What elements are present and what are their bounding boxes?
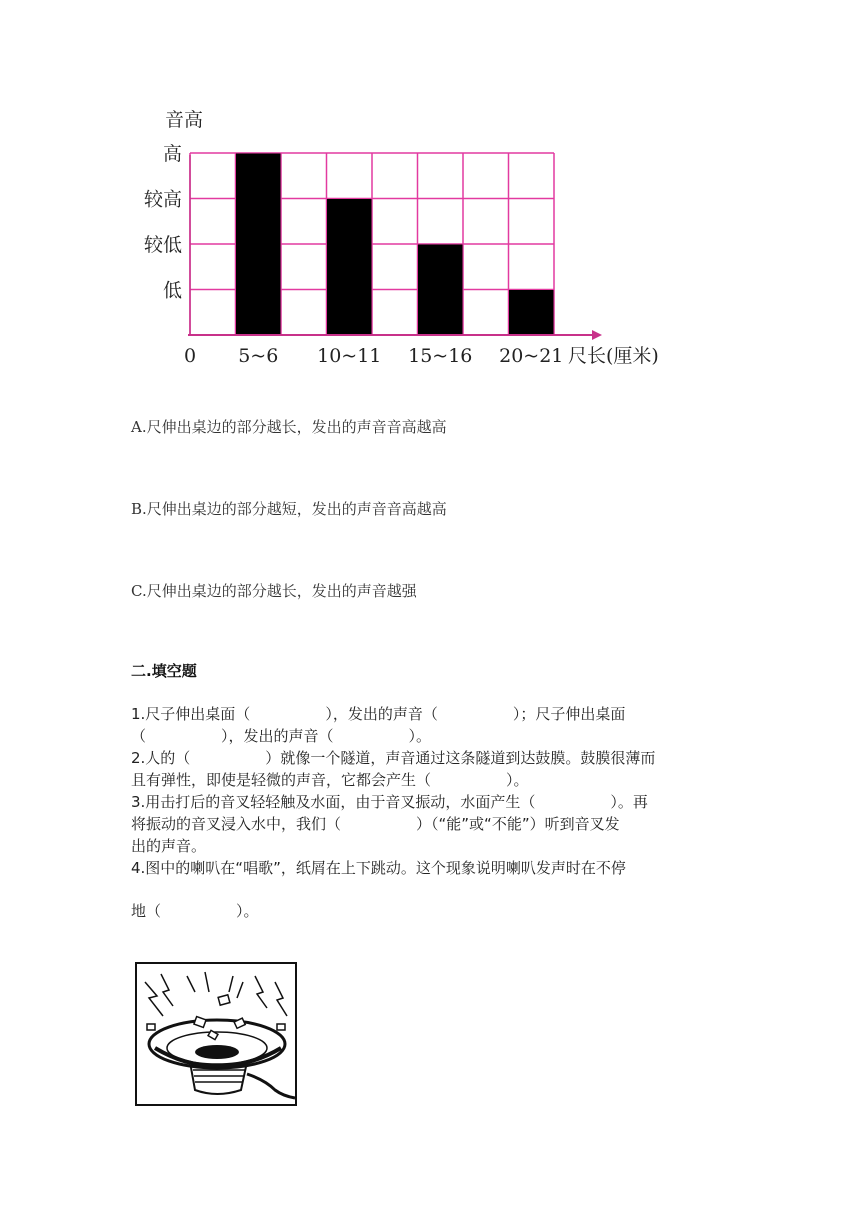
y-axis-title: 音高 — [165, 109, 204, 131]
y-tick-label: 低 — [162, 279, 182, 302]
question-3-line-2: 将振动的音叉浸入水中，我们（ ）（“能”或“不能”）听到音叉发 — [131, 815, 620, 833]
speaker-illustration — [135, 962, 297, 1106]
x-tick-label: 20~21 — [499, 345, 564, 367]
bar-4 — [509, 290, 555, 336]
y-tick-label: 高 — [162, 143, 182, 165]
option-c[interactable]: C.尺伸出桌边的部分越长，发出的声音越强 — [131, 582, 417, 600]
bar-1 — [236, 153, 282, 335]
x-axis-title: 尺长(厘米) — [568, 345, 659, 367]
x-tick-label: 5~6 — [238, 345, 279, 367]
x-tick-label: 15~16 — [408, 345, 473, 367]
question-3-line-3: 出的声音。 — [131, 837, 207, 855]
question-3-line-1: 3.用击打后的音叉轻轻触及水面，由于音叉振动，水面产生（ ）。再 — [131, 793, 648, 811]
y-tick-labels — [144, 143, 182, 302]
pitch-bar-chart — [130, 100, 710, 375]
section-title: 二.填空题 — [131, 662, 197, 680]
y-tick-label: 较低 — [143, 234, 182, 256]
option-a[interactable]: A.尺伸出桌边的部分越长，发出的声音音高越高 — [131, 418, 447, 436]
y-tick-label: 较高 — [143, 188, 182, 211]
bar-3 — [418, 244, 464, 335]
bar-2 — [327, 199, 373, 336]
x-origin-label: 0 — [184, 345, 197, 367]
question-4-line-1: 4.图中的喇叭在“唱歌”，纸屑在上下跳动。这个现象说明喇叭发声时在不停 — [131, 859, 626, 877]
question-2-line-2: 且有弹性，即使是轻微的声音，它都会产生（ ）。 — [131, 771, 529, 789]
x-tick-labels — [238, 345, 563, 367]
option-b[interactable]: B.尺伸出桌边的部分越短，发出的声音音高越高 — [131, 500, 447, 518]
x-tick-label: 10~11 — [317, 345, 382, 367]
x-axis-arrow — [592, 330, 602, 340]
question-1 — [131, 703, 741, 879]
question-1-line-2: （ ），发出的声音（ ）。 — [131, 727, 432, 745]
question-4-line-2: 地（ ）。 — [131, 902, 259, 920]
question-2-line-1: 2.人的（ ）就像一个隧道，声音通过这条隧道到达鼓膜。鼓膜很薄而 — [131, 749, 656, 767]
question-1-line-1: 1.尺子伸出桌面（ ），发出的声音（ ）；尺子伸出桌面 — [131, 705, 626, 723]
